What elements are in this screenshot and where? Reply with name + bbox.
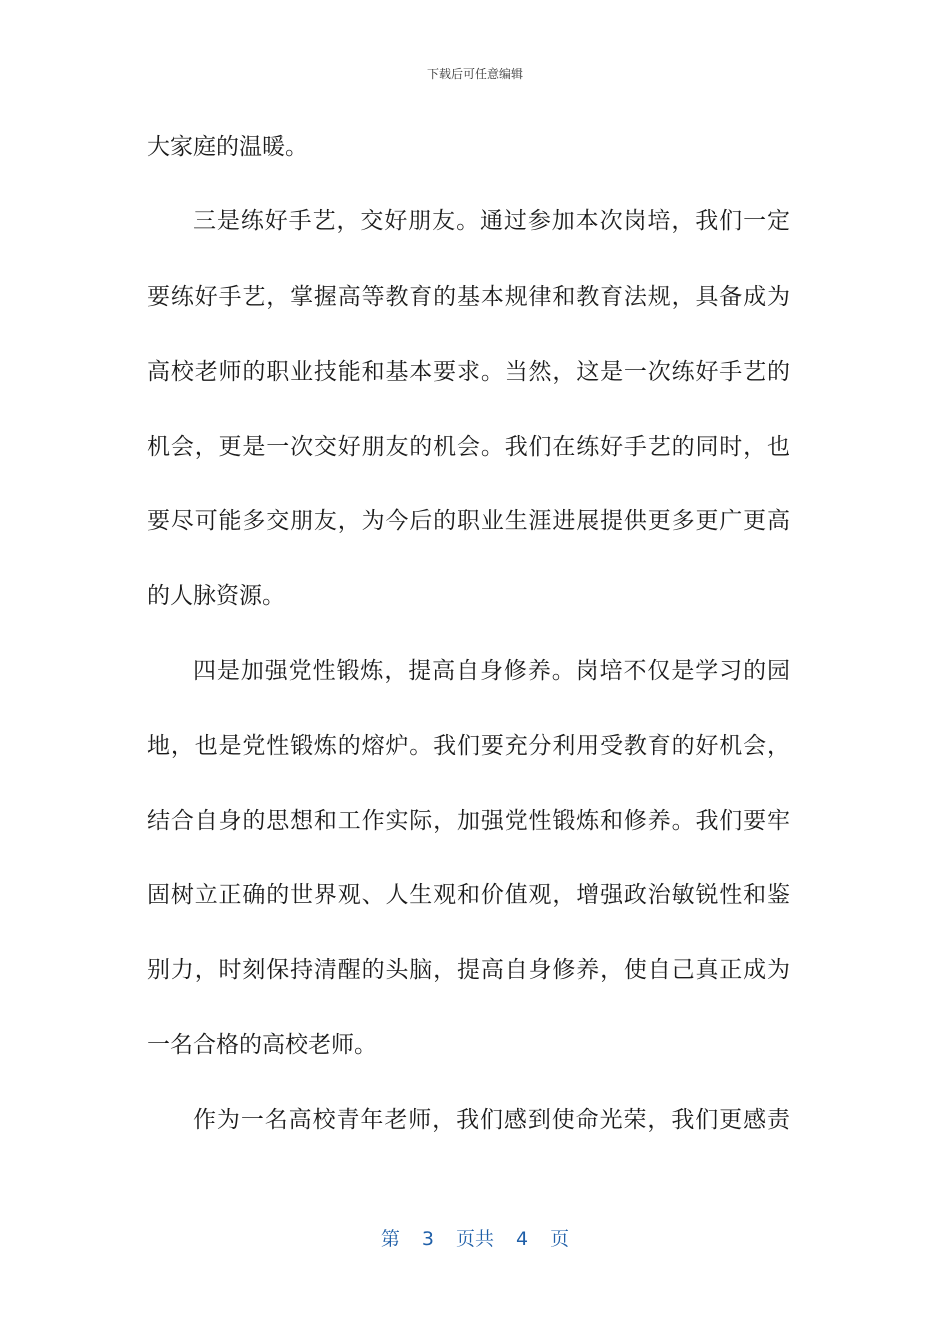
body-line: 别力，时刻保持清醒的头脑，提高自身修养，使自己真正成为 [147,957,790,983]
body-line: 作为一名高校青年老师，我们感到使命光荣，我们更感责 [193,1107,790,1133]
body-line: 机会，更是一次交好朋友的机会。我们在练好手艺的同时，也 [147,434,790,460]
body-line: 的人脉资源。 [147,583,285,609]
footer-middle: 页共 [455,1228,494,1250]
body-line: 固树立正确的世界观、人生观和价值观，增强政治敏锐性和鉴 [147,882,790,908]
body-line: 结合自身的思想和工作实际，加强党性锻炼和修养。我们要牢 [147,808,790,834]
footer-prefix: 第 [380,1228,400,1250]
footer-total-pages: 4 [516,1228,529,1250]
body-line: 地，也是党性锻炼的熔炉。我们要充分利用受教育的好机会， [147,733,790,759]
footer-suffix: 页 [550,1228,570,1250]
body-line: 一名合格的高校老师。 [147,1032,377,1058]
body-line: 要尽可能多交朋友，为今后的职业生涯进展提供更多更广更高 [147,508,790,534]
body-line: 高校老师的职业技能和基本要求。当然，这是一次练好手艺的 [147,359,790,385]
page-footer [0,1226,950,1252]
body-line: 大家庭的温暖。 [147,134,308,160]
footer-current-page: 3 [421,1228,434,1250]
body-line: 要练好手艺，掌握高等教育的基本规律和教育法规，具备成为 [147,284,790,310]
body-line: 四是加强党性锻炼，提高自身修养。岗培不仅是学习的园 [193,658,790,684]
body-line: 三是练好手艺，交好朋友。通过参加本次岗培，我们一定 [193,208,790,234]
page-header: 下载后可任意编辑 [426,67,523,81]
